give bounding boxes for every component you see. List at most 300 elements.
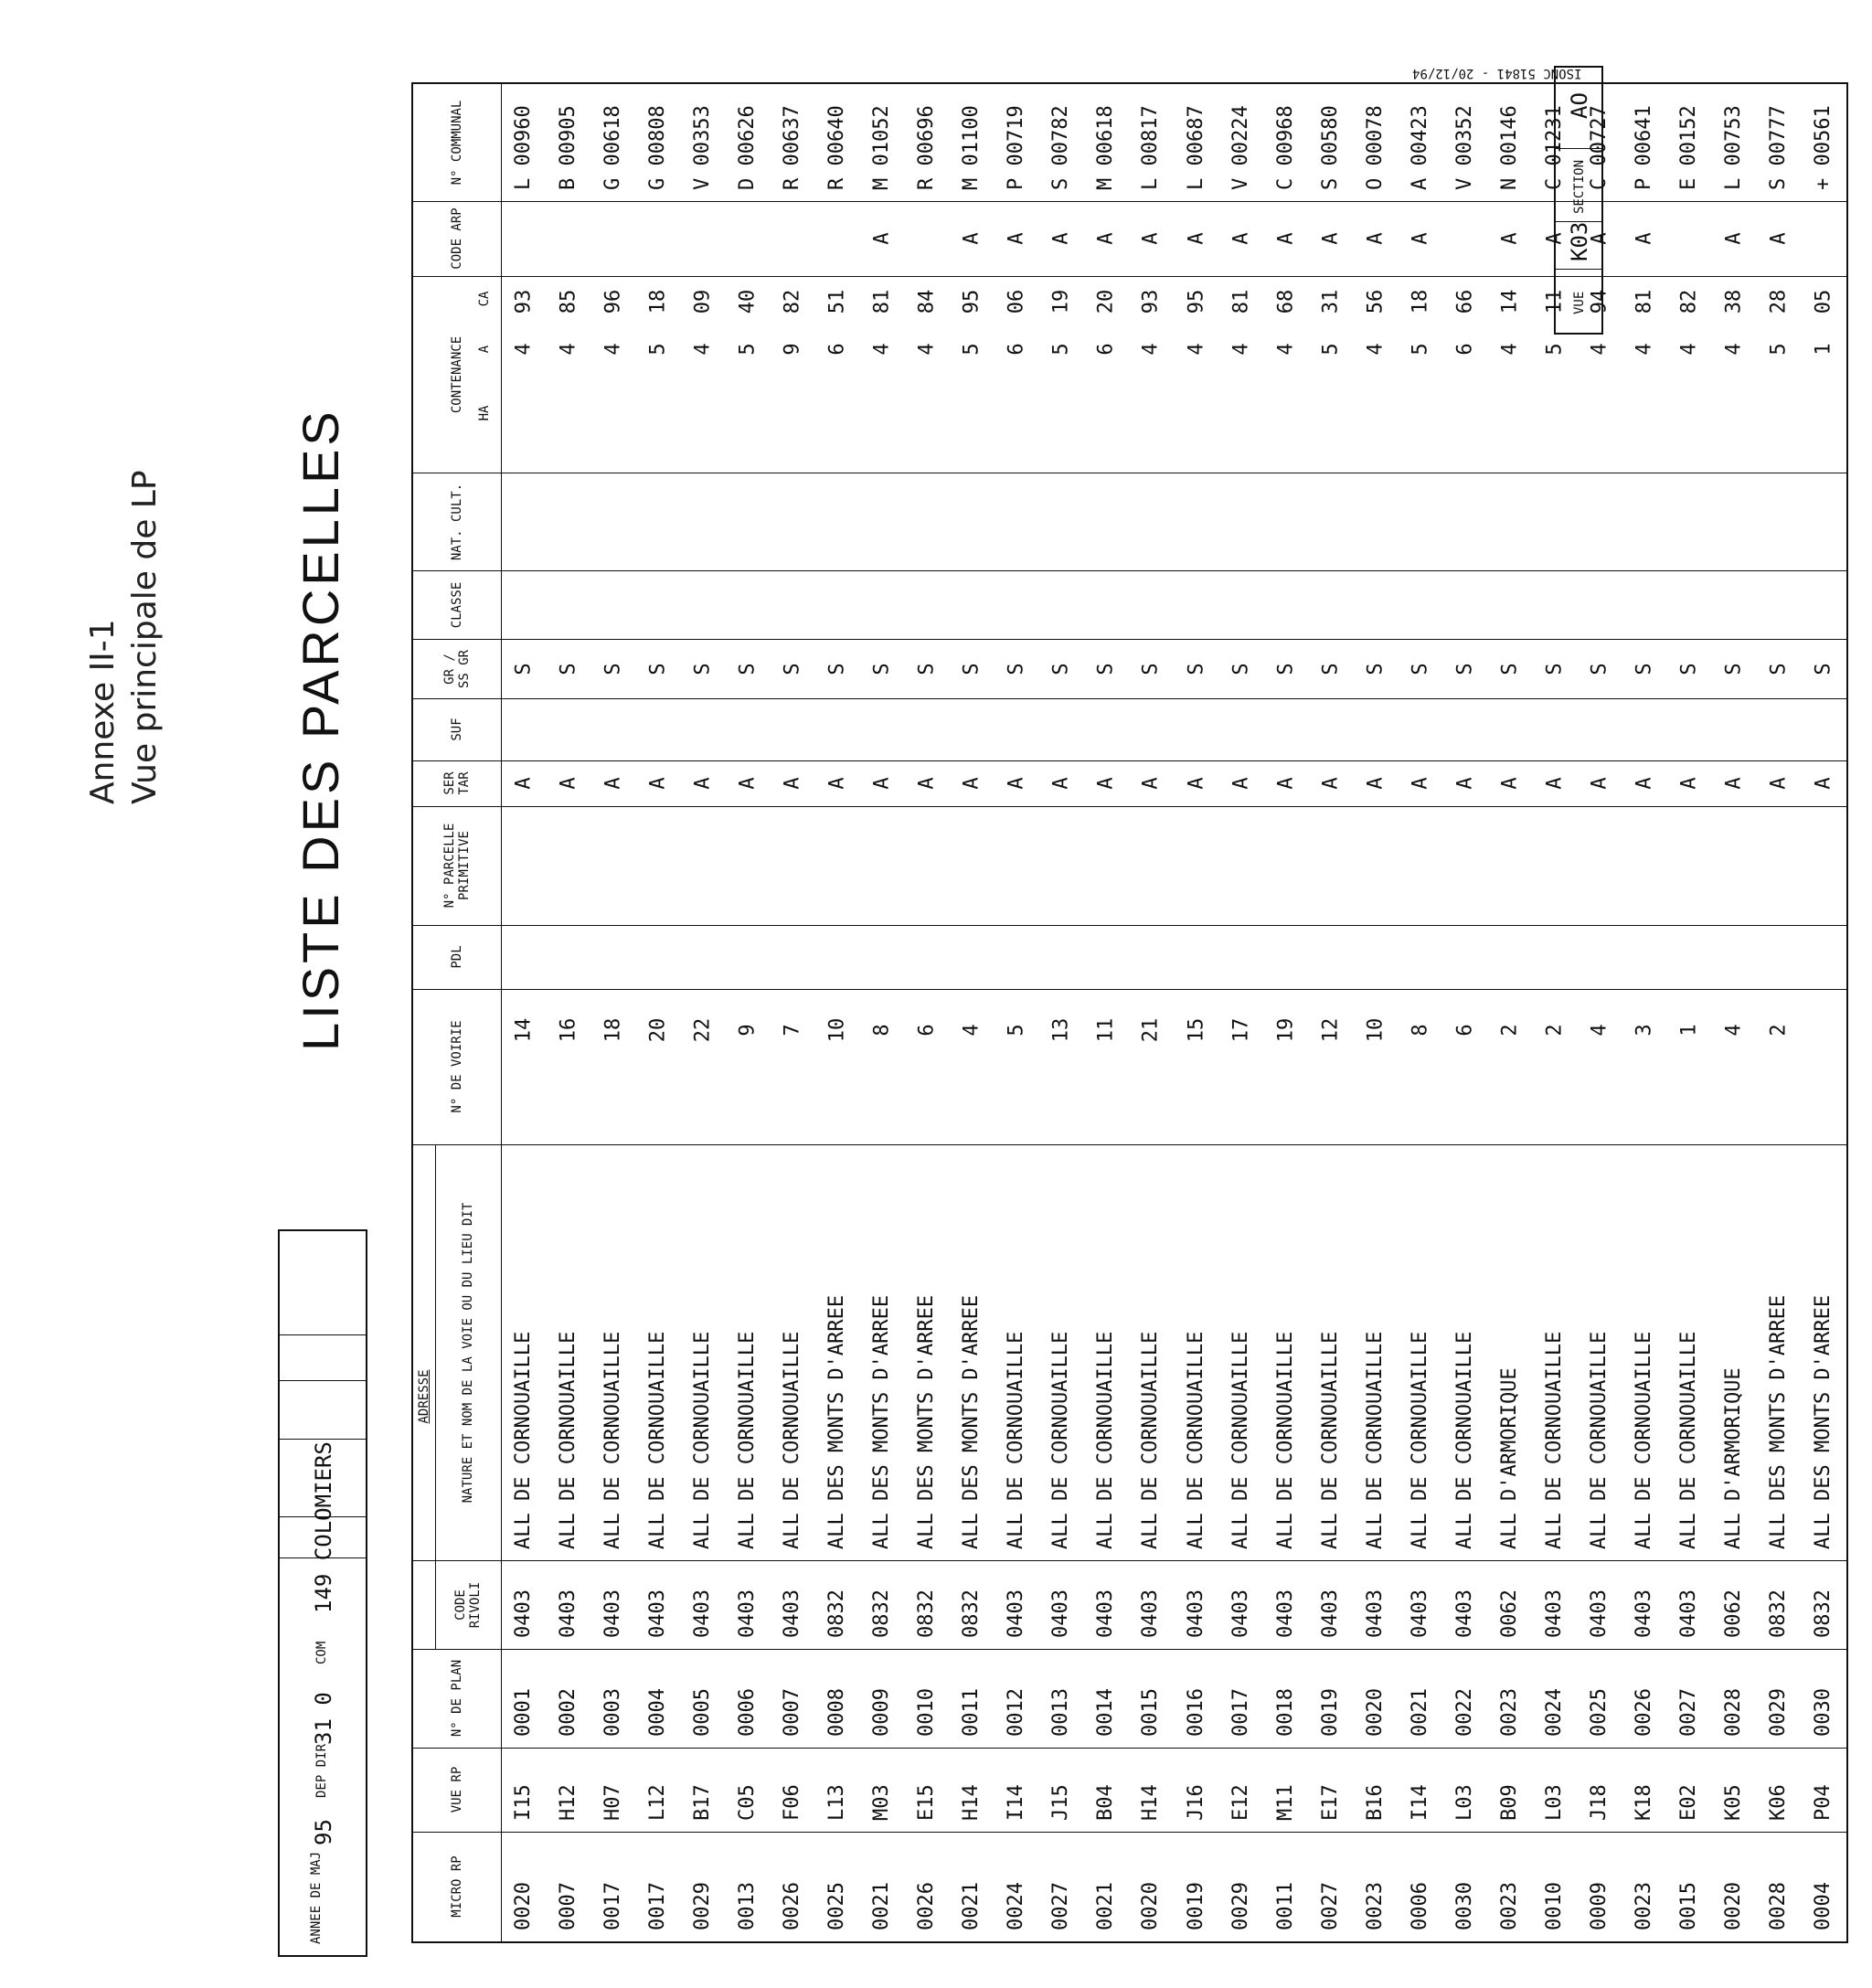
cell-plan: 0019 (1318, 1688, 1342, 1737)
cell-rivoli: 0403 (1677, 1589, 1701, 1638)
cell-communal: V 00224 (1228, 105, 1252, 190)
cell-voirie: 1 (1677, 1024, 1701, 1037)
cell-grss: S (1139, 662, 1163, 675)
cell-voirie: 4 (960, 1024, 984, 1037)
cell-voirie: 14 (512, 1017, 536, 1043)
cell-sertar: A (1229, 777, 1253, 790)
cell-contenance: 6 (1094, 343, 1118, 356)
cell-communal: P 00641 (1633, 105, 1656, 190)
cell-contenance: 4 (1633, 343, 1656, 356)
header-communal: N° COMMUNAL (450, 100, 464, 186)
cell-sertar: A (1588, 777, 1611, 790)
cell-voirie: 18 (601, 1017, 625, 1043)
cell-voirie: 15 (1185, 1017, 1208, 1043)
cell-contenance: 5 (1409, 343, 1432, 356)
cell-voirie: 6 (915, 1024, 939, 1037)
cell-nature: ALL DE CORNOUAILLE (1588, 1331, 1611, 1549)
cell-rivoli: 0403 (690, 1589, 714, 1638)
cell-plan: 0008 (825, 1688, 848, 1737)
cell-micro: 0030 (1452, 1882, 1476, 1930)
cell-sertar: A (691, 777, 715, 790)
cell-contenance: 5 (736, 343, 760, 356)
column-divider (413, 201, 1846, 202)
cell-grss: S (1633, 662, 1656, 675)
cell-vue: I15 (511, 1784, 535, 1821)
cell-grss: S (825, 662, 849, 675)
cell-rivoli: 0403 (1588, 1589, 1611, 1638)
cell-contenance: 09 (691, 289, 715, 314)
cell-sertar: A (1094, 777, 1118, 790)
cell-vue: C05 (735, 1784, 759, 1821)
cell-communal: L 00753 (1722, 105, 1746, 190)
column-divider (413, 1748, 1846, 1749)
cell-voirie: 21 (1139, 1017, 1163, 1043)
cell-micro: 0026 (915, 1882, 939, 1930)
header-suf: SUF (450, 718, 464, 741)
cell-contenance: 28 (1767, 289, 1791, 314)
cell-vue: L03 (1543, 1784, 1567, 1821)
cell-contenance: 56 (1364, 289, 1388, 314)
cell-nature: ALL DE CORNOUAILLE (1677, 1331, 1701, 1549)
cell-nature: ALL DE CORNOUAILLE (1005, 1331, 1028, 1549)
header-adresse: ADRESSE (417, 1369, 431, 1424)
cell-grss: S (736, 662, 760, 675)
cell-grss: S (1274, 662, 1298, 675)
cell-sertar: A (1364, 777, 1388, 790)
cell-grss: S (1498, 662, 1522, 675)
cell-vue: P04 (1812, 1784, 1835, 1821)
cell-rivoli: 0062 (1498, 1589, 1521, 1638)
cell-rivoli: 0832 (960, 1589, 984, 1638)
cell-sertar: A (1409, 777, 1432, 790)
cell-micro: 0006 (1408, 1882, 1431, 1930)
cell-communal: C 00968 (1273, 105, 1297, 190)
cell-contenance: 5 (1319, 343, 1343, 356)
column-divider (413, 276, 1846, 277)
cell-contenance: 4 (1498, 343, 1522, 356)
dep-value: 31 0 (311, 1692, 336, 1745)
cell-plan: 0005 (690, 1688, 714, 1737)
cell-communal: G 00808 (645, 105, 669, 190)
cell-micro: 0019 (1184, 1882, 1207, 1930)
cell-plan: 0015 (1139, 1688, 1163, 1737)
cell-micro: 0027 (1049, 1882, 1073, 1930)
cell-sertar: A (1677, 777, 1701, 790)
cell-sertar: A (646, 777, 670, 790)
header-plan: N° DE PLAN (450, 1659, 464, 1738)
column-divider (413, 570, 1846, 571)
cell-sertar: A (1139, 777, 1163, 790)
cell-grss: S (960, 662, 984, 675)
cell-nature: ALL DES MONTS D'ARREE (915, 1294, 939, 1549)
cell-micro: 0027 (1318, 1882, 1342, 1930)
cell-nature: ALL DE CORNOUAILLE (1094, 1331, 1118, 1549)
annex-line2: Vue principale de LP (126, 470, 164, 804)
cell-micro: 0029 (690, 1882, 714, 1930)
cell-contenance: 40 (736, 289, 760, 314)
header-ha: HA (477, 405, 492, 421)
column-divider (413, 639, 1846, 640)
cell-rivoli: 0403 (511, 1589, 535, 1638)
cell-contenance: 9 (781, 343, 804, 356)
cell-sertar: A (1722, 777, 1746, 790)
cell-vue: B09 (1498, 1784, 1521, 1821)
cell-rivoli: 0403 (735, 1589, 759, 1638)
cell-vue: H14 (1139, 1784, 1163, 1821)
cell-vue: I14 (1005, 1784, 1028, 1821)
cell-voirie: 10 (825, 1017, 849, 1043)
cell-communal: G 00618 (601, 105, 624, 190)
cell-communal: D 00626 (735, 105, 759, 190)
annee-label: ANNEE DE MAJ (309, 1851, 324, 1944)
cell-grss: S (646, 662, 670, 675)
cell-plan: 0029 (1767, 1688, 1791, 1737)
cell-vue: E12 (1228, 1784, 1252, 1821)
cell-contenance: 81 (1633, 289, 1656, 314)
header-a: A (477, 345, 492, 354)
cell-plan: 0010 (915, 1688, 939, 1737)
cell-communal: M 00618 (1094, 105, 1118, 190)
com-label: COM (314, 1641, 329, 1664)
cell-sertar: A (825, 777, 849, 790)
cell-voirie: 5 (1005, 1024, 1028, 1037)
vue-label: VUE (1572, 291, 1587, 314)
cell-communal: N 00146 (1498, 105, 1521, 190)
header-vue: VUE RP (450, 1766, 464, 1813)
cell-micro: 0009 (1588, 1882, 1611, 1930)
cell-contenance: 95 (1185, 289, 1208, 314)
cell-contenance: 05 (1812, 289, 1835, 314)
cell-communal: R 00637 (780, 105, 803, 190)
cell-sertar: A (781, 777, 804, 790)
cell-contenance: 94 (1588, 289, 1611, 314)
cell-contenance: 5 (1049, 343, 1073, 356)
cell-communal: S 00580 (1318, 105, 1342, 190)
cell-contenance: 31 (1319, 289, 1343, 314)
cell-contenance: 18 (1409, 289, 1432, 314)
column-divider (413, 1560, 1846, 1561)
cell-grss: S (691, 662, 715, 675)
cell-contenance: 93 (512, 289, 536, 314)
cell-contenance: 38 (1722, 289, 1746, 314)
cell-nature: ALL DE CORNOUAILLE (1363, 1331, 1387, 1549)
cell-voirie: 20 (646, 1017, 670, 1043)
cell-communal: C 01231 (1543, 105, 1567, 190)
cell-vue: J16 (1184, 1784, 1207, 1821)
cell-plan: 0028 (1722, 1688, 1746, 1737)
column-divider (413, 1649, 1846, 1650)
header-voirie: N° DE VOIRIE (450, 1020, 464, 1113)
cell-voirie: 6 (1453, 1024, 1477, 1037)
cell-plan: 0014 (1094, 1688, 1118, 1737)
cell-vue: M03 (870, 1784, 894, 1821)
cell-plan: 0018 (1273, 1688, 1297, 1737)
column-divider (413, 1144, 1846, 1145)
cell-contenance: 6 (825, 343, 849, 356)
adresse-divider (435, 1144, 436, 1649)
cell-contenance: 82 (1677, 289, 1701, 314)
cell-vue: E15 (915, 1784, 939, 1821)
cell-rivoli: 0832 (825, 1589, 848, 1638)
cell-contenance: 4 (512, 343, 536, 356)
cell-vue: B17 (690, 1784, 714, 1821)
cell-vue: L03 (1452, 1784, 1476, 1821)
cell-communal: V 00353 (690, 105, 714, 190)
column-divider (413, 760, 1846, 761)
cell-communal: L 00960 (511, 105, 535, 190)
cell-arp: A (1319, 232, 1343, 245)
cell-micro: 0011 (1273, 1882, 1297, 1930)
cell-vue: E02 (1677, 1784, 1701, 1821)
cell-sertar: A (601, 777, 625, 790)
cell-communal: L 00687 (1184, 105, 1207, 190)
header-sertar: SER TAR (442, 771, 472, 795)
column-divider (413, 1832, 1846, 1833)
cell-contenance: 6 (1005, 343, 1028, 356)
cell-voirie: 3 (1633, 1024, 1656, 1037)
cell-micro: 0020 (1139, 1882, 1163, 1930)
cell-communal: S 00782 (1049, 105, 1073, 190)
cell-voirie: 12 (1319, 1017, 1343, 1043)
cell-micro: 0020 (511, 1882, 535, 1930)
cell-voirie: 17 (1229, 1017, 1253, 1043)
cell-grss: S (870, 662, 894, 675)
cell-contenance: 4 (1722, 343, 1746, 356)
header-primitive: N° PARCELLE PRIMITIVE (442, 823, 472, 909)
cell-plan: 0011 (960, 1688, 984, 1737)
cell-grss: S (1453, 662, 1477, 675)
cell-grss: S (1588, 662, 1611, 675)
page-title: LISTE DES PARCELLES (292, 408, 349, 1051)
cell-rivoli: 0403 (1184, 1589, 1207, 1638)
cell-micro: 0004 (1812, 1882, 1835, 1930)
cell-rivoli: 0403 (1049, 1589, 1073, 1638)
cell-arp: A (960, 232, 984, 245)
column-divider (413, 925, 1846, 926)
cell-rivoli: 0403 (1408, 1589, 1431, 1638)
cell-communal: S 00777 (1767, 105, 1791, 190)
cell-plan: 0006 (735, 1688, 759, 1737)
cell-voirie: 2 (1498, 1024, 1522, 1037)
cell-communal: A 00423 (1408, 105, 1431, 190)
cell-voirie: 8 (870, 1024, 894, 1037)
header-pdl: PDL (450, 945, 464, 969)
cell-nature: ALL DES MONTS D'ARREE (870, 1294, 894, 1549)
column-divider (413, 806, 1846, 807)
cell-arp: A (1185, 232, 1208, 245)
header-natcult: NAT. CULT. (450, 483, 464, 560)
cell-micro: 0015 (1677, 1882, 1701, 1930)
cell-contenance: 4 (557, 343, 580, 356)
cell-rivoli: 0403 (1139, 1589, 1163, 1638)
cell-arp: A (870, 232, 894, 245)
cell-contenance: 4 (1588, 343, 1611, 356)
cell-rivoli: 0403 (1273, 1589, 1297, 1638)
cell-rivoli: 0832 (1812, 1589, 1835, 1638)
cell-plan: 0016 (1184, 1688, 1207, 1737)
cell-voirie: 2 (1543, 1024, 1567, 1037)
cell-rivoli: 0062 (1722, 1589, 1746, 1638)
cell-grss: S (1409, 662, 1432, 675)
cell-vue: J18 (1588, 1784, 1611, 1821)
cell-grss: S (1722, 662, 1746, 675)
vue-value: K03 (1567, 221, 1592, 261)
cell-arp: A (1364, 232, 1388, 245)
cell-contenance: 4 (1364, 343, 1388, 356)
cell-vue: I14 (1408, 1784, 1431, 1821)
cell-contenance: 06 (1005, 289, 1028, 314)
cell-micro: 0021 (1094, 1882, 1118, 1930)
cell-micro: 0010 (1543, 1882, 1567, 1930)
cell-sertar: A (1319, 777, 1343, 790)
cell-voirie: 19 (1274, 1017, 1298, 1043)
header-divider (501, 84, 502, 1941)
cell-nature: ALL DES MONTS D'ARREE (1812, 1294, 1835, 1549)
cell-rivoli: 0403 (1228, 1589, 1252, 1638)
cell-grss: S (1364, 662, 1388, 675)
cell-sertar: A (915, 777, 939, 790)
cell-nature: ALL D'ARMORIQUE (1722, 1367, 1746, 1549)
cell-nature: ALL DE CORNOUAILLE (1318, 1331, 1342, 1549)
cell-contenance: 82 (781, 289, 804, 314)
cell-vue: H12 (556, 1784, 580, 1821)
cell-communal: R 00640 (825, 105, 848, 190)
annex-line1: Annexe II-1 (84, 619, 122, 804)
cell-micro: 0023 (1363, 1882, 1387, 1930)
cell-micro: 0028 (1767, 1882, 1791, 1930)
cell-contenance: 4 (691, 343, 715, 356)
cell-plan: 0003 (601, 1688, 624, 1737)
cell-vue: M11 (1273, 1784, 1297, 1821)
cell-arp: A (1409, 232, 1432, 245)
cell-rivoli: 0832 (870, 1589, 894, 1638)
cell-plan: 0021 (1408, 1688, 1431, 1737)
com-value: 149 COLOMIERS (311, 1441, 336, 1613)
cell-voirie: 10 (1364, 1017, 1388, 1043)
cell-micro: 0021 (960, 1882, 984, 1930)
cell-nature: ALL DE CORNOUAILLE (1543, 1331, 1567, 1549)
cell-contenance: 81 (870, 289, 894, 314)
cell-arp: A (1633, 232, 1656, 245)
cell-contenance: 4 (1229, 343, 1253, 356)
cell-nature: ALL DES MONTS D'ARREE (825, 1294, 848, 1549)
cell-nature: ALL D'ARMORIQUE (1498, 1367, 1521, 1549)
cell-communal: M 01100 (960, 105, 984, 190)
cell-nature: ALL DE CORNOUAILLE (1139, 1331, 1163, 1549)
cell-sertar: A (1185, 777, 1208, 790)
cell-contenance: 4 (915, 343, 939, 356)
cell-contenance: 84 (915, 289, 939, 314)
cell-communal: M 01052 (870, 105, 894, 190)
cell-grss: S (1185, 662, 1208, 675)
cell-vue: B04 (1094, 1784, 1118, 1821)
cell-communal: B 00905 (556, 105, 580, 190)
cell-voirie: 4 (1722, 1024, 1746, 1037)
cell-grss: S (1049, 662, 1073, 675)
cell-sertar: A (736, 777, 760, 790)
cell-arp: A (1588, 232, 1611, 245)
cell-nature: ALL DE CORNOUAILLE (645, 1331, 669, 1549)
cell-contenance: 11 (1543, 289, 1567, 314)
cell-vue: E17 (1318, 1784, 1342, 1821)
cell-arp: A (1139, 232, 1163, 245)
cell-arp: A (1005, 232, 1028, 245)
cell-micro: 0023 (1633, 1882, 1656, 1930)
cell-vue: F06 (780, 1784, 803, 1821)
cell-sertar: A (512, 777, 536, 790)
cell-vue: L13 (825, 1784, 848, 1821)
cell-contenance: 4 (1139, 343, 1163, 356)
cell-vue: K18 (1633, 1784, 1656, 1821)
cell-arp: A (1767, 232, 1791, 245)
cell-plan: 0023 (1498, 1688, 1521, 1737)
cell-sertar: A (1812, 777, 1835, 790)
cell-plan: 0022 (1452, 1688, 1476, 1737)
cell-plan: 0013 (1049, 1688, 1073, 1737)
cell-arp: A (1274, 232, 1298, 245)
cell-grss: S (1229, 662, 1253, 675)
cell-nature: ALL DE CORNOUAILLE (601, 1331, 624, 1549)
cell-grss: S (512, 662, 536, 675)
cell-rivoli: 0403 (645, 1589, 669, 1638)
cell-plan: 0001 (511, 1688, 535, 1737)
cell-contenance: 4 (1185, 343, 1208, 356)
section-value: AO (1567, 92, 1592, 119)
cell-plan: 0024 (1543, 1688, 1567, 1737)
annee-value: 95 (311, 1819, 336, 1845)
cell-micro: 0007 (556, 1882, 580, 1930)
cell-plan: 0007 (780, 1688, 803, 1737)
cell-vue: J15 (1049, 1784, 1073, 1821)
cell-grss: S (1677, 662, 1701, 675)
cell-voirie: 2 (1767, 1024, 1791, 1037)
cell-voirie: 13 (1049, 1017, 1073, 1043)
cell-sertar: A (1633, 777, 1656, 790)
cell-sertar: A (557, 777, 580, 790)
header-contenance: CONTENANCE (450, 335, 464, 413)
cell-contenance: 5 (646, 343, 670, 356)
cell-contenance: 68 (1274, 289, 1298, 314)
cell-grss: S (1812, 662, 1835, 675)
dep-label: DEP DIR (314, 1743, 329, 1798)
cell-contenance: 51 (825, 289, 849, 314)
cell-plan: 0025 (1588, 1688, 1611, 1737)
cell-arp: A (1094, 232, 1118, 245)
cell-contenance: 5 (960, 343, 984, 356)
column-divider (413, 989, 1846, 990)
header-classe: CLASSE (450, 581, 464, 628)
cell-grss: S (601, 662, 625, 675)
cell-sertar: A (1498, 777, 1522, 790)
cell-rivoli: 0403 (1363, 1589, 1387, 1638)
cell-grss: S (1005, 662, 1028, 675)
cell-micro: 0021 (870, 1882, 894, 1930)
cell-rivoli: 0832 (1767, 1589, 1791, 1638)
cell-voirie: 7 (781, 1024, 804, 1037)
cell-rivoli: 0403 (601, 1589, 624, 1638)
cell-nature: ALL DE CORNOUAILLE (1049, 1331, 1073, 1549)
cell-communal: R 00696 (915, 105, 939, 190)
cell-sertar: A (870, 777, 894, 790)
cell-arp: A (1498, 232, 1522, 245)
cell-voirie: 8 (1409, 1024, 1432, 1037)
cell-voirie: 11 (1094, 1017, 1118, 1043)
cell-contenance: 85 (557, 289, 580, 314)
cell-contenance: 1 (1812, 343, 1835, 356)
cell-contenance: 5 (1767, 343, 1791, 356)
cell-arp: A (1049, 232, 1073, 245)
cell-plan: 0027 (1677, 1688, 1701, 1737)
